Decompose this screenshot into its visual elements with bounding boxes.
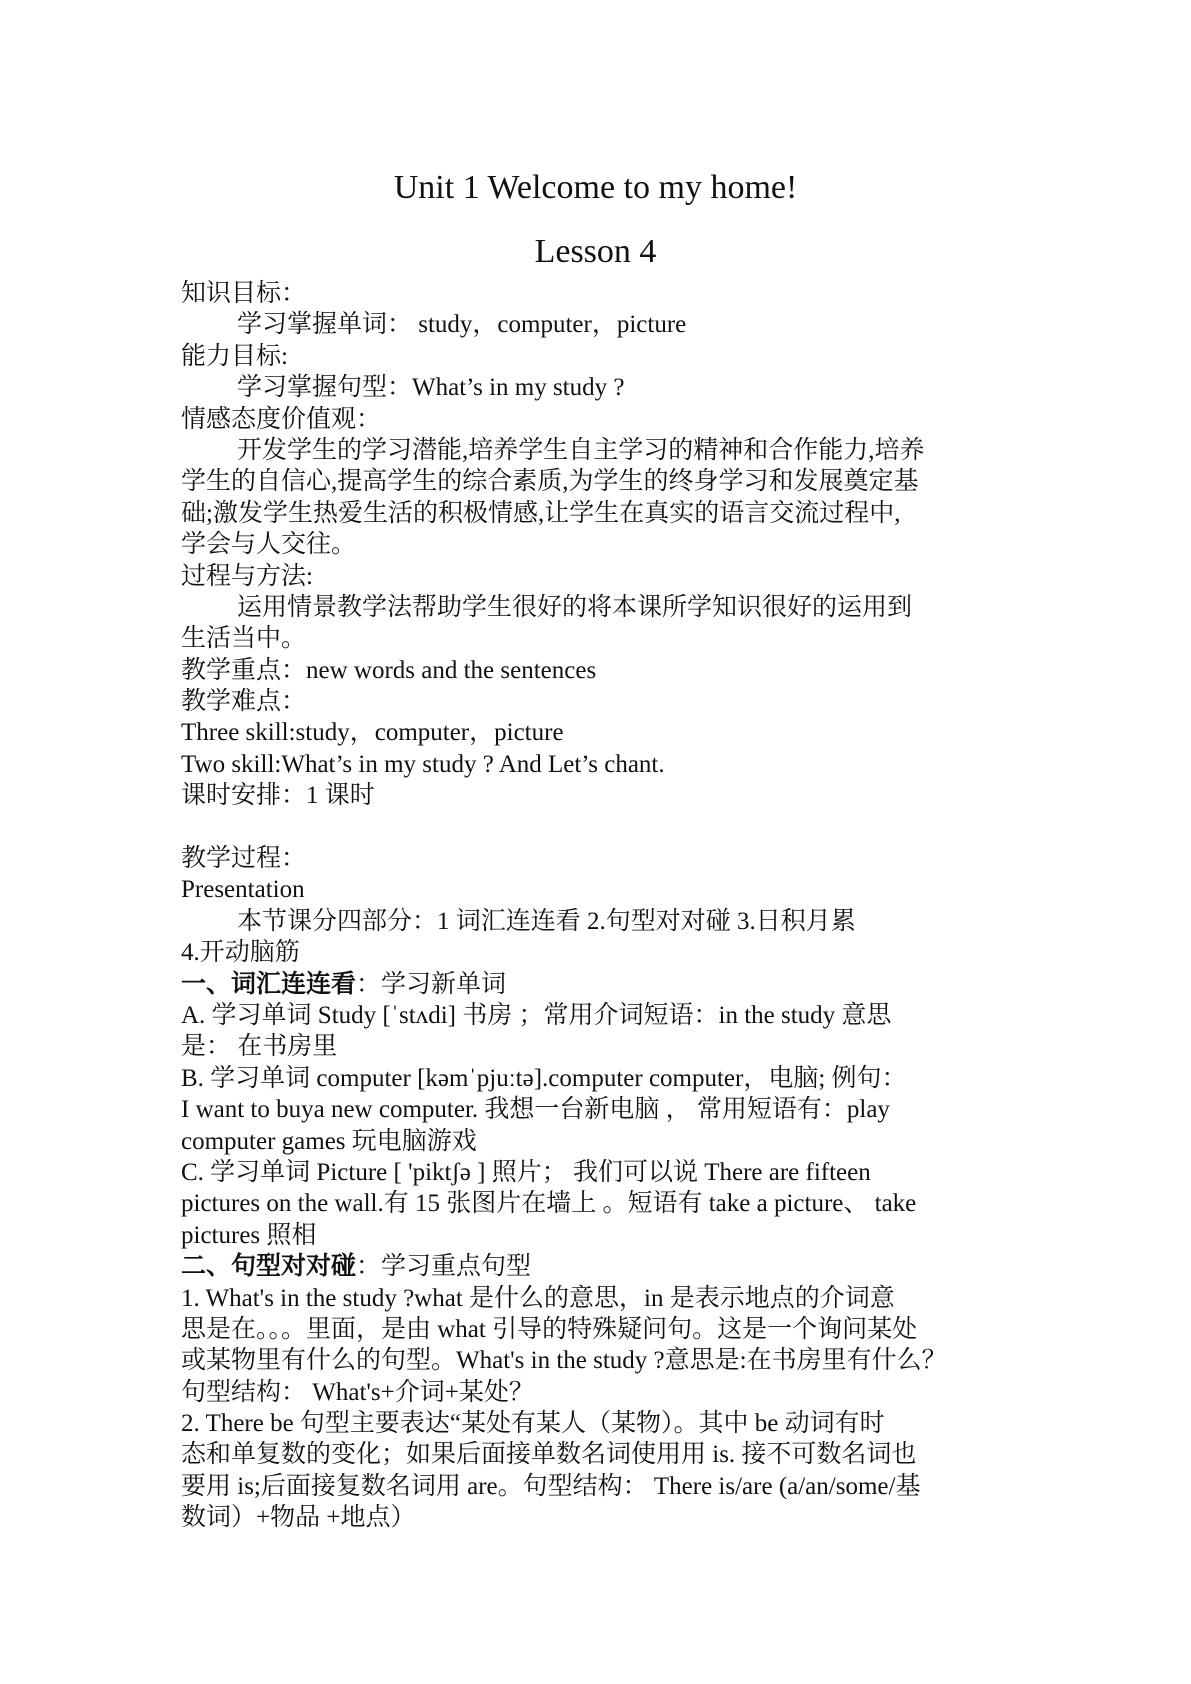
lesson-title: Lesson 4 — [534, 233, 657, 270]
blank-line — [181, 812, 1021, 843]
presentation-label: Presentation — [181, 876, 305, 904]
part1-line: A. 学习单词 Study [ˈstʌdi] 书房 ；常用介词短语：in the study 意思 — [181, 1001, 892, 1029]
part1-line: I want to buya new computer. 我想一台新电脑 ， 常用短语有：play — [181, 1096, 890, 1124]
emotion-line: 开发学生的学习潜能,培养学生自主学习的精神和合作能力,培养 — [237, 436, 925, 464]
part2-line: 1. What's in the study ?what 是什么的意思，in 是表示地点的介词意 — [181, 1284, 895, 1312]
ability-heading: 能力目标: — [181, 342, 288, 370]
knowledge-text: 学习掌握单词： study，computer，picture — [237, 311, 687, 339]
ability-text: 学习掌握句型：What’s in my study ? — [237, 374, 625, 402]
difficulty-line: Two skill:What’s in my study ? And Let’s chant. — [181, 750, 665, 778]
process-heading: 过程与方法: — [181, 562, 313, 590]
part1-line: pictures on the wall.有 15 张图片在墙上 。短语有 take a picture、 take — [181, 1190, 917, 1218]
parts-line: 本节课分四部分：1 词汇连连看 2.句型对对碰 3.日积月累 — [237, 907, 856, 935]
part1-heading — [181, 969, 1021, 1000]
schedule: 课时安排：1 课时 — [181, 782, 375, 810]
part2-heading — [181, 1251, 1021, 1282]
part2-rest: ：学习重点句型 — [356, 1253, 532, 1281]
lesson-body — [181, 278, 1021, 1534]
part2-line: 句型结构： What's+介词+某处？ — [181, 1378, 534, 1406]
key-point: 教学重点：new words and the sentences — [181, 656, 597, 684]
knowledge-heading: 知识目标： — [181, 280, 307, 307]
emotion-line: 础;激发学生热爱生活的积极情感,让学生在真实的语言交流过程中, — [181, 499, 901, 527]
process-line: 生活当中。 — [181, 625, 307, 653]
part2-line: 或某物里有什么的句型。What's in the study ?意思是:在书房里有什么？ — [181, 1347, 947, 1375]
part1-line: pictures 照相 — [181, 1221, 317, 1249]
part2-label: 二、句型对对碰 — [181, 1253, 357, 1281]
difficulty-heading: 教学难点： — [181, 688, 307, 716]
part2-line: 2. There be 句型主要表达“某处有某人（某物）。其中 be 动词有时 — [181, 1410, 885, 1438]
emotion-line: 学生的自信心,提高学生的综合素质,为学生的终身学习和发展奠定基 — [181, 468, 919, 496]
part1-line: 是： 在书房里 — [181, 1033, 338, 1061]
part1-rest: ：学习新单词 — [356, 970, 507, 998]
part2-line: 要用 is;后面接复数名词用 are。句型结构： There is/are (a/an/some/基 — [181, 1472, 921, 1500]
part1-label: 一、词汇连连看 — [181, 970, 357, 998]
emotion-heading: 情感态度价值观： — [181, 405, 382, 433]
part1-line: B. 学习单词 computer [kəmˈpjuːtə].computer computer，电脑; 例句： — [181, 1064, 907, 1092]
part2-line: 态和单复数的变化；如果后面接单数名词使用用 is. 接不可数名词也 — [181, 1441, 917, 1469]
part2-line: 数词）+物品 +地点） — [181, 1504, 416, 1532]
emotion-line: 学会与人交往。 — [181, 531, 357, 559]
teaching-heading: 教学过程： — [181, 845, 307, 873]
part1-line: C. 学习单词 Picture [ 'piktʃə ] 照片； 我们可以说 There are fifteen — [181, 1158, 871, 1186]
unit-title: Unit 1 Welcome to my home! — [393, 169, 798, 206]
parts-line: 4.开动脑筋 — [181, 939, 300, 967]
part1-line: computer games 玩电脑游戏 — [181, 1127, 477, 1155]
difficulty-line: Three skill:study，computer，picture — [181, 719, 564, 747]
process-line: 运用情景教学法帮助学生很好的将本课所学知识很好的运用到 — [237, 593, 913, 621]
part2-line: 思是在。。。里面，是由 what 引导的特殊疑问句。这是一个询问某处 — [181, 1315, 918, 1343]
